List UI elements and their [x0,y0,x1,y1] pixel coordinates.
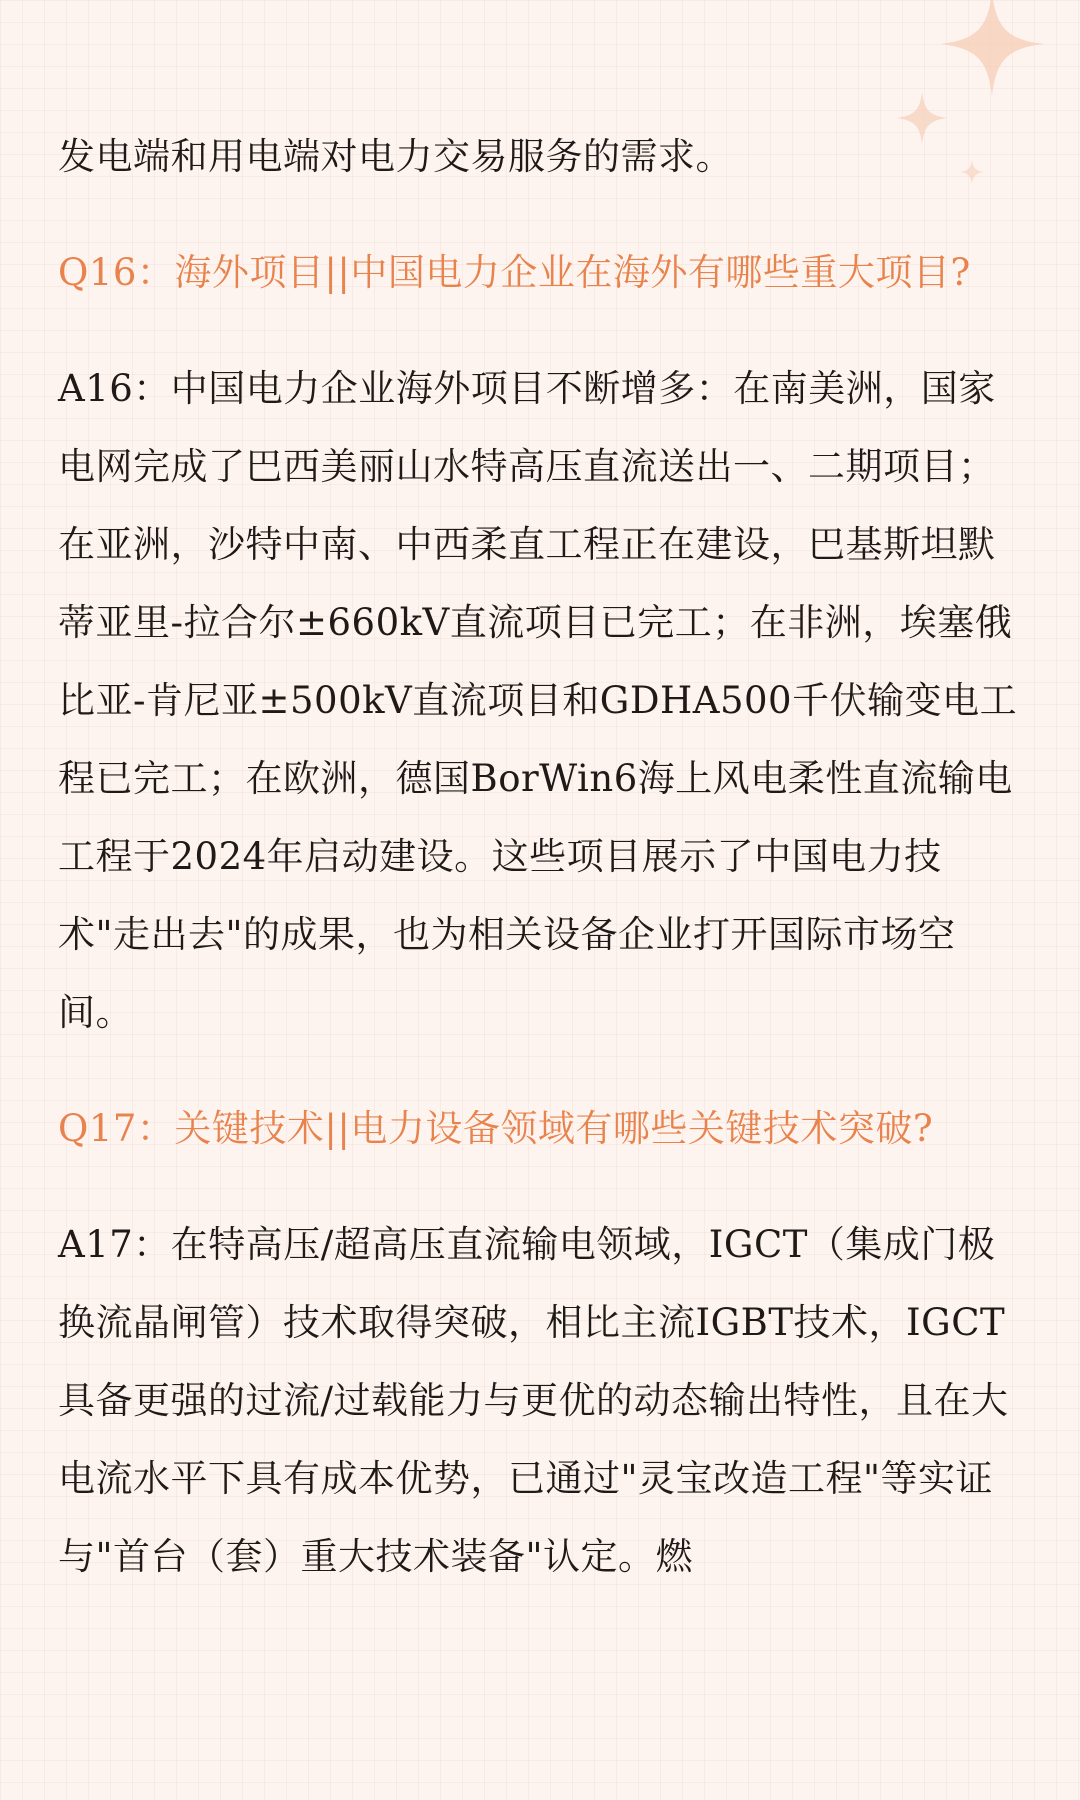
question-q16: Q16：海外项目||中国电力企业在海外有哪些重大项目? [58,251,971,294]
sparkle-large-icon [940,0,1044,96]
article-body [58,118,1020,1596]
answer-a16: A16：中国电力企业海外项目不断增多：在南美洲，国家电网完成了巴西美丽山水特高压直流送出一、二期项目；在亚洲，沙特中南、中西柔直工程正在建设，巴基斯坦默蒂亚里-拉合尔±660kV直流项目已完工；在非洲，埃塞俄比亚-肯尼亚±500kV直流项目和GDHA500千伏输变电工程已完工；在欧洲，德国BorWin6海上风电柔性直流输电工程于2024年启动建设。这些项目展示了中国电力技术"走出去"的成果，也为相关设备企业打开国际市场空间。 [58,367,1018,1034]
intro-paragraph-tail: 发电端和用电端对电力交易服务的需求。 [58,135,733,178]
question-q17: Q17：关键技术||电力设备领域有哪些关键技术突破? [58,1107,934,1150]
answer-a17: A17：在特高压/超高压直流输电领域，IGCT（集成门极换流晶闸管）技术取得突破，相比主流IGBT技术，IGCT具备更强的过流/过载能力与更优的动态输出特性，且在大电流水平下具有成本优势，已通过"灵宝改造工程"等实证与"首台（套）重大技术装备"认定。燃 [58,1223,1009,1578]
